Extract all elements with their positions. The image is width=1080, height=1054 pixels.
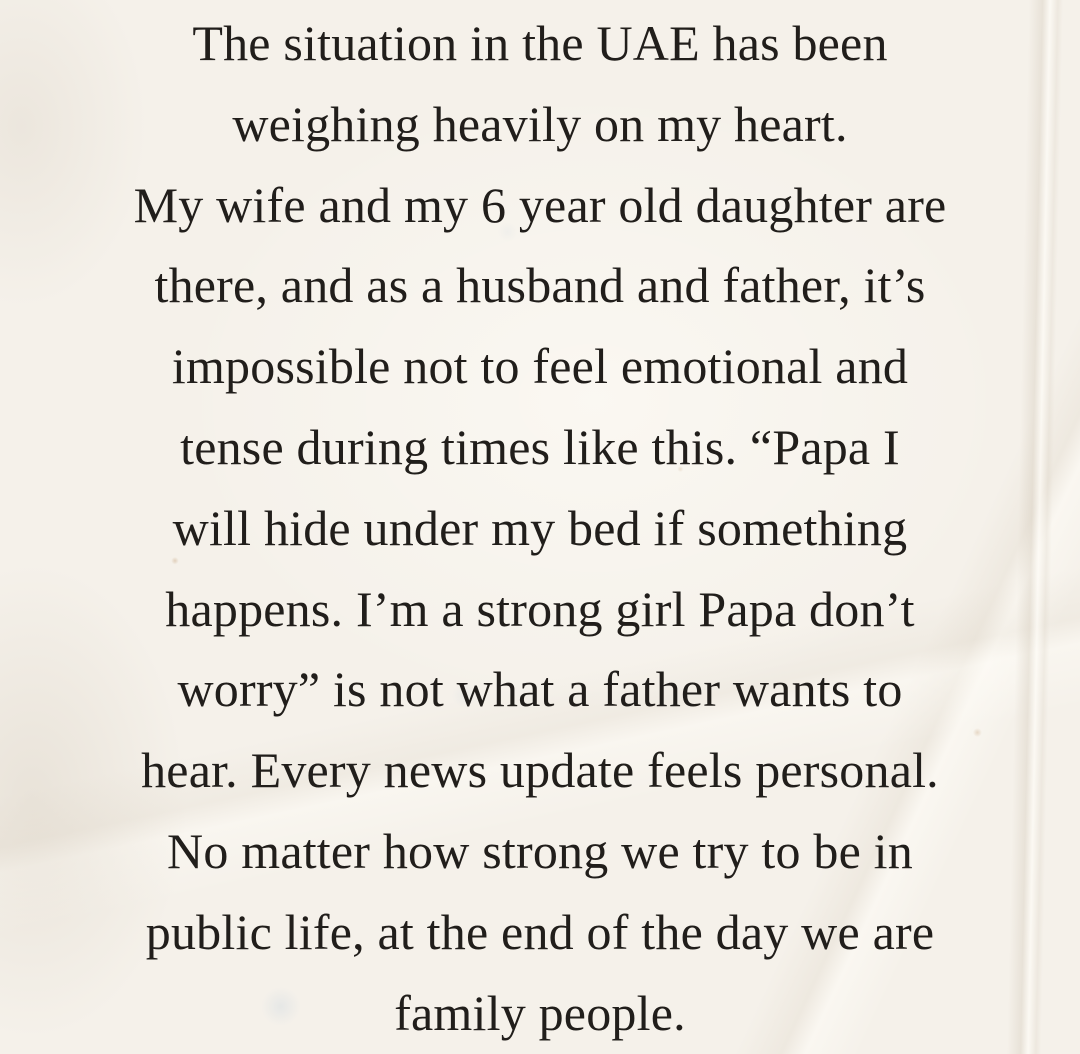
text-line: happens. I’m a strong girl Papa don’t (165, 580, 915, 637)
text-line: impossible not to feel emotional and (171, 338, 909, 395)
text-line: hear. Every news update feels personal. (141, 742, 939, 799)
text-line: weighing heavily on my heart. (232, 95, 848, 152)
text-line: My wife and my 6 year old daughter are (133, 176, 947, 233)
text-line: The situation in the UAE has been (192, 15, 888, 71)
text-line: No matter how strong we try to be in (167, 822, 913, 879)
text-line: worry” is not what a father wants to (177, 661, 903, 718)
text-line: tense during times like this. “Papa I (180, 418, 900, 475)
text-line: public life, at the end of the day we are (145, 903, 935, 960)
text-line: will hide under my bed if something (172, 499, 908, 556)
text-line: there, and as a husband and father, it’s (154, 257, 926, 314)
text-line: family people. (394, 984, 686, 1041)
